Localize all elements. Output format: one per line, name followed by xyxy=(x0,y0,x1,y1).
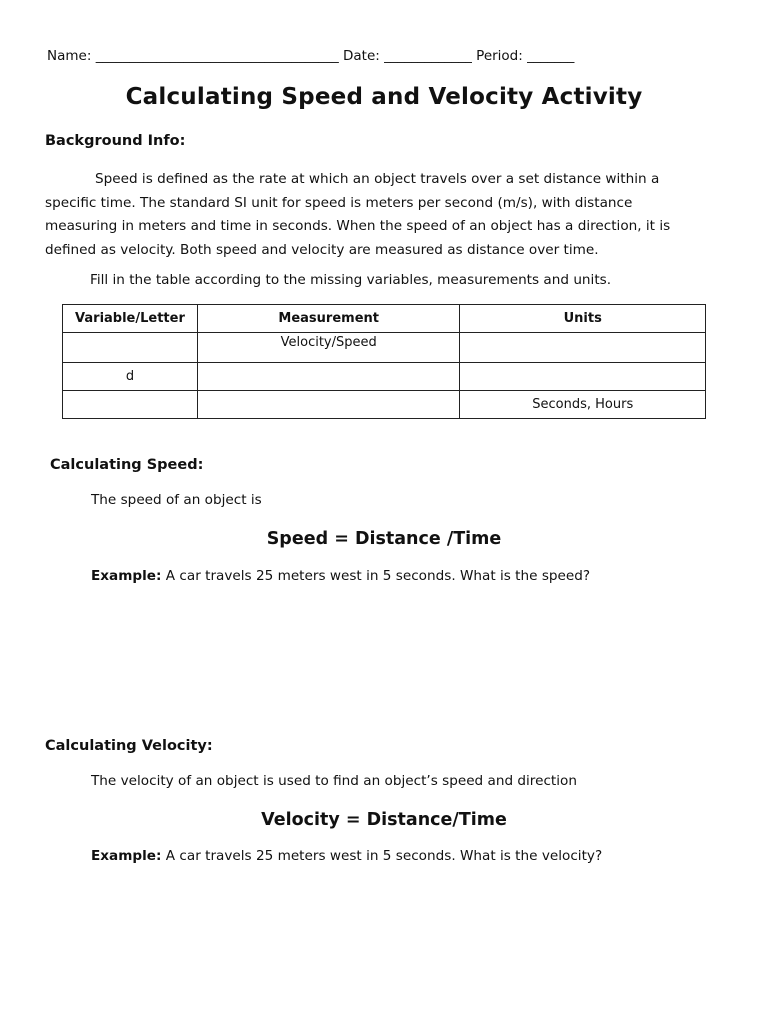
table-cell[interactable] xyxy=(63,333,198,363)
header-line xyxy=(47,48,574,64)
variables-table xyxy=(62,304,706,419)
velocity-example-label: Example: xyxy=(91,848,162,864)
header-measurement: Measurement xyxy=(197,305,460,333)
table-cell[interactable] xyxy=(197,363,460,391)
speed-example-label: Example: xyxy=(91,568,162,584)
table-cell[interactable] xyxy=(63,391,198,419)
velocity-example xyxy=(91,848,602,864)
header-variable-letter: Variable/Letter xyxy=(63,305,198,333)
table-row xyxy=(63,391,706,419)
table-cell: d xyxy=(63,363,198,391)
velocity-heading: Calculating Velocity: xyxy=(45,738,213,754)
table-row xyxy=(63,333,706,363)
table-header-row xyxy=(63,305,706,333)
date-label: Date: xyxy=(342,48,380,64)
background-paragraph-text: Speed is defined as the rate at which an object travels over a set distance within a specific time. The standard SI unit for speed is meters per second (m/s), with distance measuring in meters and time in seconds. When the speed of an object has a direction, it is defined as velocity. Both speed and velocity are measured as distance over time. xyxy=(45,171,671,258)
table-instruction: Fill in the table according to the missing variables, measurements and units. xyxy=(90,272,612,288)
speed-intro: The speed of an object is xyxy=(91,492,262,508)
name-label: Name: xyxy=(47,48,92,64)
table-cell[interactable] xyxy=(460,333,706,363)
period-field[interactable]: _______ xyxy=(527,48,575,64)
table-row xyxy=(63,363,706,391)
name-field[interactable]: ____________________________________ xyxy=(95,48,339,64)
period-label: Period: xyxy=(476,48,523,64)
table-cell[interactable] xyxy=(460,363,706,391)
background-heading: Background Info: xyxy=(45,133,186,149)
velocity-example-text: A car travels 25 meters west in 5 seconds. What is the velocity? xyxy=(165,848,603,864)
page-title: Calculating Speed and Velocity Activity xyxy=(125,84,643,110)
velocity-formula: Velocity = Distance/Time xyxy=(261,810,507,830)
background-paragraph xyxy=(45,168,695,262)
speed-example xyxy=(91,568,590,584)
table-cell[interactable] xyxy=(197,391,460,419)
table-cell: Seconds, Hours xyxy=(460,391,706,419)
speed-example-text: A car travels 25 meters west in 5 seconds. What is the speed? xyxy=(165,568,591,584)
header-units: Units xyxy=(460,305,706,333)
speed-formula: Speed = Distance /Time xyxy=(266,529,502,549)
date-field[interactable]: _____________ xyxy=(384,48,472,64)
velocity-intro: The velocity of an object is used to find an object’s speed and direction xyxy=(91,773,577,789)
table-cell: Velocity/Speed xyxy=(197,333,460,363)
speed-heading: Calculating Speed: xyxy=(50,457,204,473)
